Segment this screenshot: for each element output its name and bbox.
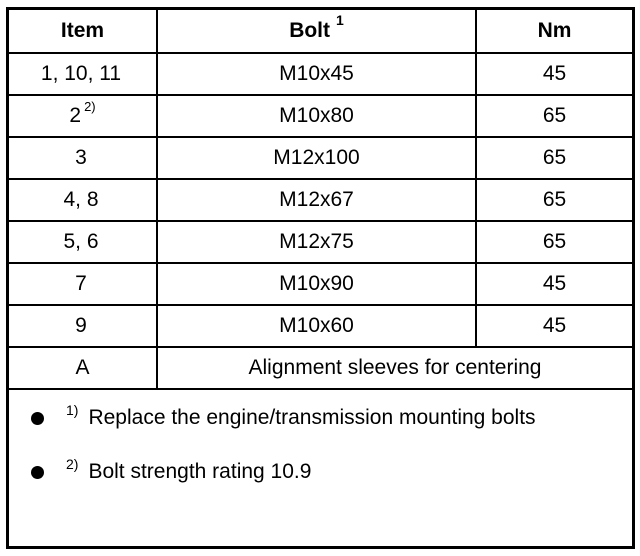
item-footnote-mark: 2): [84, 99, 96, 114]
cell-item: 9: [9, 305, 157, 347]
cell-nm: 45: [476, 305, 632, 347]
cell-bolt: M10x60: [157, 305, 476, 347]
cell-bolt: M10x45: [157, 53, 476, 95]
header-nm: Nm: [476, 10, 632, 53]
cell-bolt: M12x100: [157, 137, 476, 179]
cell-item: 4, 8: [9, 179, 157, 221]
footnote-1: [9, 402, 632, 434]
cell-bolt: M10x80: [157, 95, 476, 137]
table-row: [9, 305, 632, 347]
cell-item: 3: [9, 137, 157, 179]
cell-bolt: M12x67: [157, 179, 476, 221]
table-row: [9, 137, 632, 179]
cell-description: Alignment sleeves for centering: [157, 347, 632, 389]
header-bolt-footnote-mark: 1: [336, 12, 344, 28]
cell-item: 7: [9, 263, 157, 305]
cell-nm: 45: [476, 53, 632, 95]
table-row: [9, 221, 632, 263]
bullet-icon: [31, 466, 44, 479]
cell-nm: 45: [476, 263, 632, 305]
table-row: [9, 53, 632, 95]
torque-spec-table: [9, 10, 632, 390]
bullet-icon: [31, 412, 44, 425]
cell-nm: 65: [476, 221, 632, 263]
cell-nm: 65: [476, 95, 632, 137]
cell-nm: 65: [476, 137, 632, 179]
cell-item: 2 $^{2)}$: [9, 95, 157, 137]
header-row: [9, 10, 632, 53]
footnote-mark: 1): [66, 402, 79, 418]
cell-bolt: M12x75: [157, 221, 476, 263]
footnote-text: Replace the engine/transmission mounting bolts: [88, 406, 536, 429]
table-row: [9, 263, 632, 305]
footnote-text: Bolt strength rating 10.9: [88, 460, 312, 483]
cell-bolt: M10x90: [157, 263, 476, 305]
cell-nm: 65: [476, 179, 632, 221]
footnote-2: [9, 456, 632, 488]
cell-item: A: [9, 347, 157, 389]
footnotes: [9, 390, 632, 488]
footnote-mark: 2): [66, 456, 79, 472]
table-row: [9, 179, 632, 221]
cell-item: 5, 6: [9, 221, 157, 263]
table-row: [9, 95, 632, 137]
header-bolt: Bolt $^1$: [157, 10, 476, 53]
header-item: Item: [9, 10, 157, 53]
cell-item: 1, 10, 11: [9, 53, 157, 95]
table-row-alignment: [9, 347, 632, 389]
torque-spec-table-frame: [6, 7, 635, 549]
